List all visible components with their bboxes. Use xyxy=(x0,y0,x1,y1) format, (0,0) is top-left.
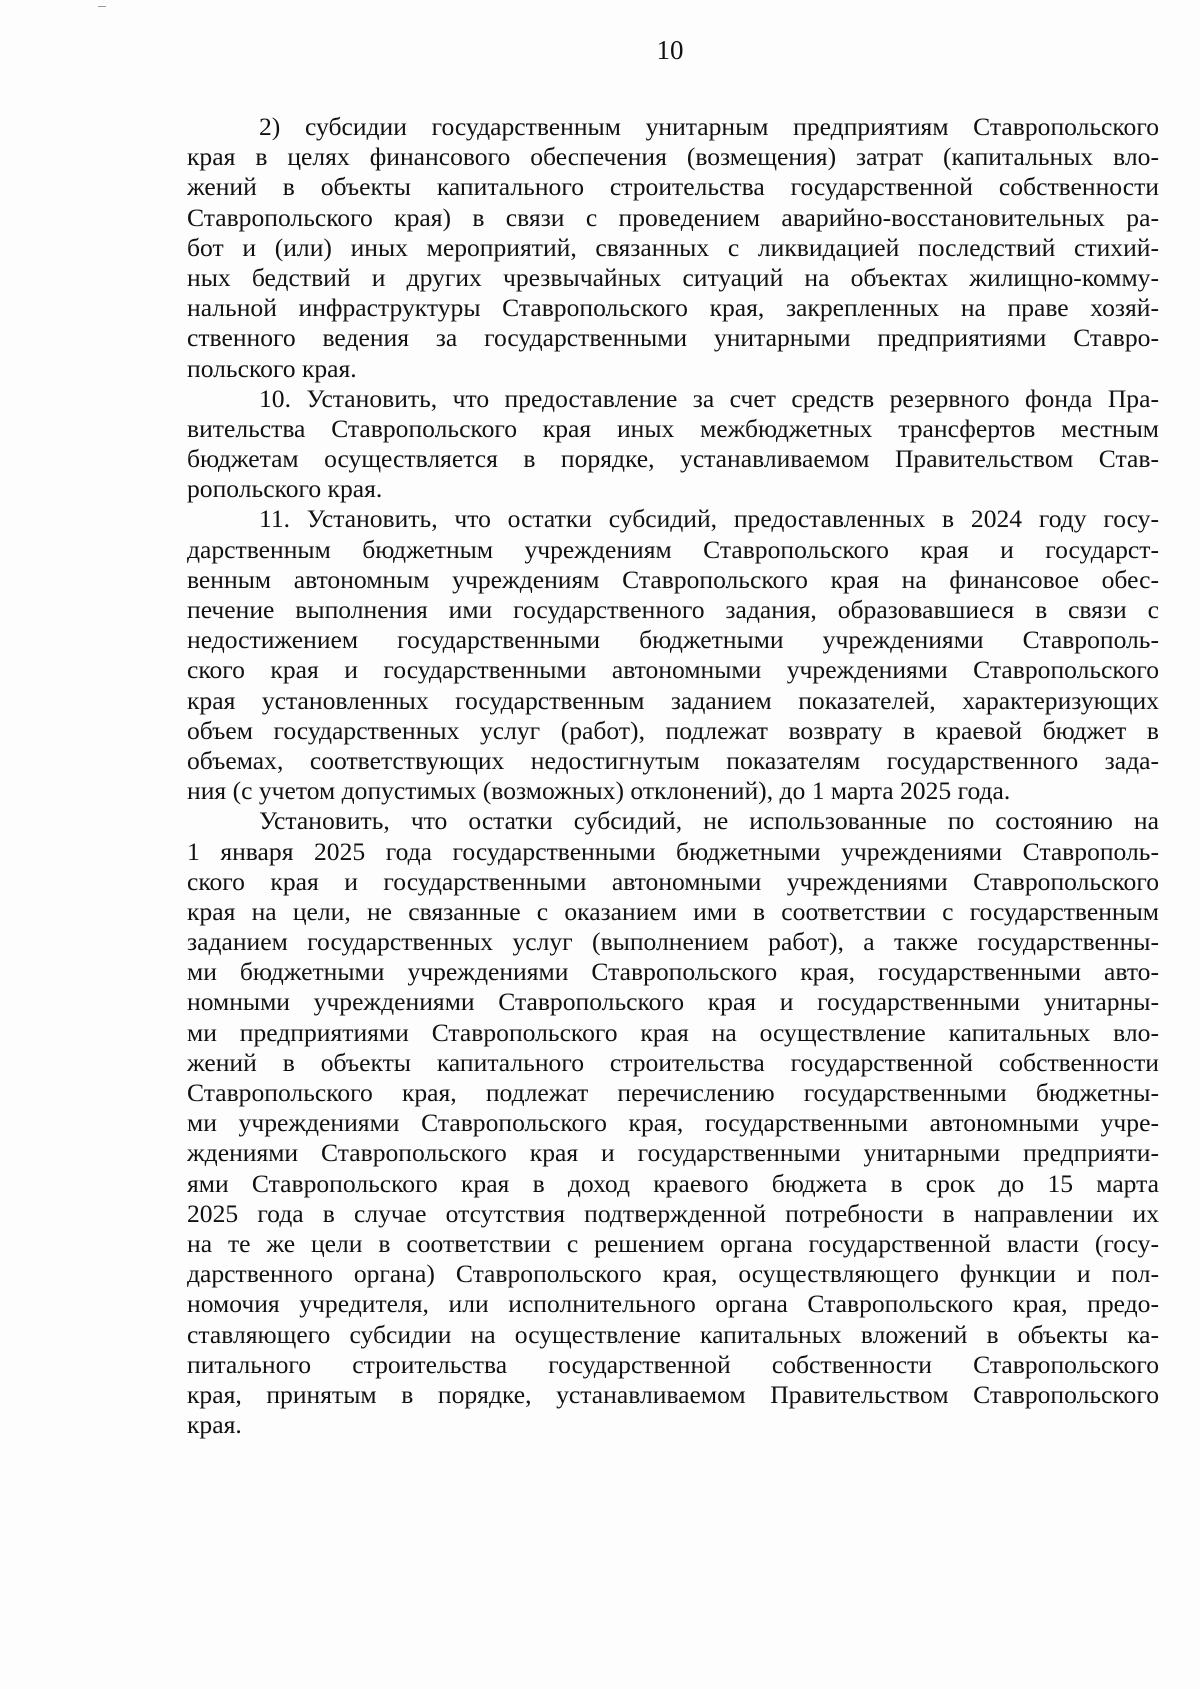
paragraph xyxy=(187,806,1159,1440)
text-line: края в целях финансового обеспечения (возмещения) затрат (капитальных вло- xyxy=(187,142,1159,172)
text-line: объемах, соответствующих недостигнутым показателям государственного зада- xyxy=(187,745,1159,775)
text-line: ственного ведения за государственными унитарными предприятиями Ставро- xyxy=(187,323,1159,353)
text-line: нальной инфраструктуры Ставропольского края, закрепленных на праве хозяй- xyxy=(187,293,1159,323)
text-line: Ставропольского края, подлежат перечислению государственными бюджетны- xyxy=(187,1078,1159,1107)
text-line: края, принятым в порядке, устанавливаемом Правительством Ставропольского xyxy=(187,1379,1159,1409)
text-line: ждениями Ставропольского края и государственными унитарными предприяти- xyxy=(187,1138,1159,1168)
text-line: края на цели, не связанные с оказанием ими в соответствии с государственным xyxy=(187,896,1159,926)
text-line: ми учреждениями Ставропольского края, государственными автономными учре- xyxy=(187,1108,1159,1138)
paragraph xyxy=(187,384,1159,505)
text-line: на те же цели в соответствии с решением органа государственной власти (госу- xyxy=(187,1228,1159,1258)
text-line: края установленных государственным заданием показателей, характеризующих xyxy=(187,685,1159,715)
text-line: печение выполнения ими государственного задания, образовавшиеся в связи с xyxy=(187,595,1159,624)
text-line: номочия учредителя, или исполнительного органа Ставропольского края, предо- xyxy=(187,1289,1159,1319)
scan-mark xyxy=(98,6,106,7)
text-line: номными учреждениями Ставропольского края и государственными унитарны- xyxy=(187,987,1159,1017)
paragraph xyxy=(187,112,1159,384)
text-line: ставляющего субсидии на осуществление капитальных вложений в объекты ка- xyxy=(187,1319,1159,1349)
text-line: ями Ставропольского края в доход краевого бюджета в срок до 15 марта xyxy=(187,1168,1159,1198)
text-line: ского края и государственными автономными учреждениями Ставропольского xyxy=(187,866,1159,896)
text-line: 1 января 2025 года государственными бюджетными учреждениями Ставрополь- xyxy=(187,836,1159,866)
text-line: недостижением государственными бюджетными учреждениями Ставрополь- xyxy=(187,625,1159,655)
text-line: венным автономным учреждениям Ставропольского края на финансовое обес- xyxy=(187,564,1159,594)
text-line: бюджетам осуществляется в порядке, устанавливаемом Правительством Став- xyxy=(187,444,1159,474)
text-line: жений в объекты капитального строительства государственной собственности xyxy=(187,172,1159,202)
text-line: дарственного органа) Ставропольского края, осуществляющего функции и пол- xyxy=(187,1259,1159,1289)
text-line: вительства Ставропольского края иных межбюджетных трансфертов местным xyxy=(187,413,1159,443)
text-line: 2) субсидии государственным унитарным предприятиям Ставропольского xyxy=(259,112,1159,141)
text-line: ского края и государственными автономными учреждениями Ставропольского xyxy=(187,655,1159,685)
text-line: 2025 года в случае отсутствия подтвержденной потребности в направлении их xyxy=(187,1198,1159,1228)
text-line: жений в объекты капитального строительства государственной собственности xyxy=(187,1047,1159,1077)
text-line: 11. Установить, что остатки субсидий, предоставленных в 2024 году госу- xyxy=(259,504,1159,534)
text-line: ми бюджетными учреждениями Ставропольского края, государственными авто- xyxy=(187,957,1159,987)
text-line: заданием государственных услуг (выполнением работ), а также государственны- xyxy=(187,927,1159,957)
text-line: ния (с учетом допустимых (возможных) отклонений), до 1 марта 2025 года. xyxy=(187,776,1011,806)
text-line: объем государственных услуг (работ), подлежат возврату в краевой бюджет в xyxy=(187,715,1159,745)
text-line: ропольского края. xyxy=(187,474,383,504)
paragraph xyxy=(187,504,1159,806)
text-line: ных бедствий и других чрезвычайных ситуаций на объектах жилищно-комму- xyxy=(187,262,1159,292)
text-line: Ставропольского края) в связи с проведением аварийно-восстановительных ра- xyxy=(187,202,1159,232)
text-line: бот и (или) иных мероприятий, связанных с ликвидацией последствий стихий- xyxy=(187,232,1159,262)
text-line: 10. Установить, что предоставление за счет средств резервного фонда Пра- xyxy=(259,383,1159,413)
text-line: края. xyxy=(187,1410,242,1440)
text-line: дарственным бюджетным учреждениям Ставропольского края и государст- xyxy=(187,534,1159,564)
text-line: питального строительства государственной собственности Ставропольского xyxy=(187,1349,1159,1379)
text-line: ми предприятиями Ставропольского края на осуществление капитальных вло- xyxy=(187,1017,1159,1047)
document-body xyxy=(187,112,1159,1440)
text-line: Установить, что остатки субсидий, не использованные по состоянию на xyxy=(259,806,1159,836)
text-line: польского края. xyxy=(187,353,357,383)
page-number: 10 xyxy=(656,35,684,65)
